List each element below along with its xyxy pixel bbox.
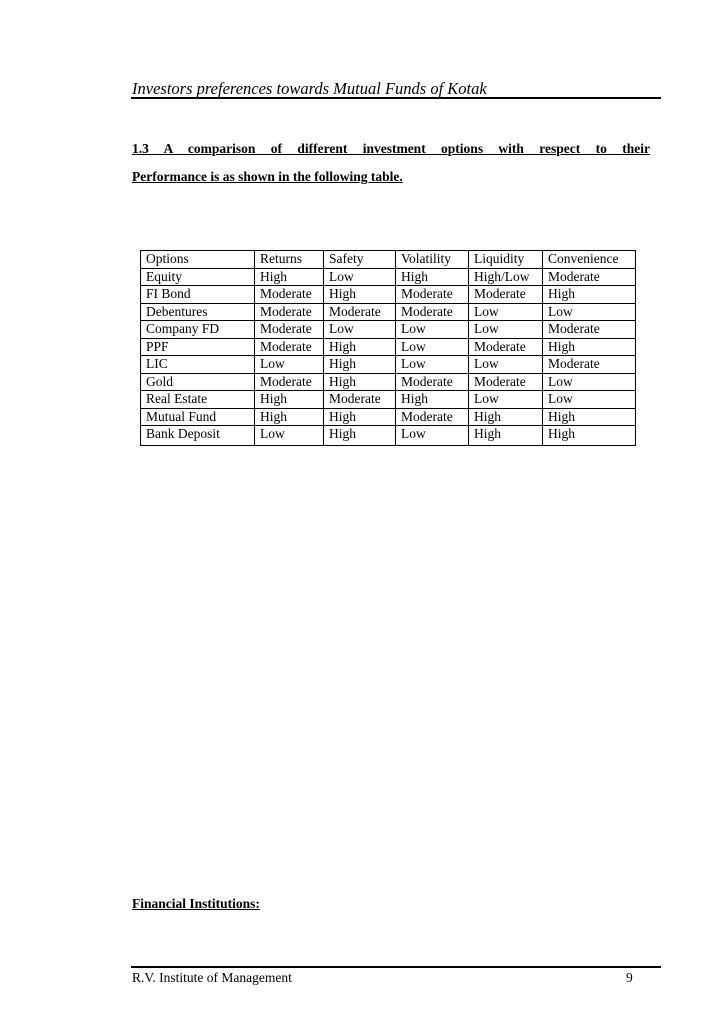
table-cell: Moderate xyxy=(469,373,543,391)
table-cell: Moderate xyxy=(255,303,324,321)
table-cell: Moderate xyxy=(469,338,543,356)
table-cell: High xyxy=(324,338,396,356)
column-header-liquidity: Liquidity xyxy=(469,251,543,269)
table-row xyxy=(141,391,636,409)
table-cell: Low xyxy=(396,426,469,446)
table-cell: Moderate xyxy=(255,321,324,339)
table-cell: Low xyxy=(255,426,324,446)
table-cell: Debentures xyxy=(141,303,255,321)
table-row xyxy=(141,408,636,426)
table-cell: Moderate xyxy=(255,373,324,391)
table-cell: Low xyxy=(255,356,324,374)
table-cell: Low xyxy=(469,356,543,374)
table-cell: High xyxy=(255,391,324,409)
table-row xyxy=(141,303,636,321)
column-header-returns: Returns xyxy=(255,251,324,269)
table-row xyxy=(141,373,636,391)
table-cell: High xyxy=(255,268,324,286)
section-heading-line-1: 1.3 A comparison of different investment options with respect to their xyxy=(132,141,650,156)
table-cell: Real Estate xyxy=(141,391,255,409)
page-number: 9 xyxy=(626,970,633,985)
table-cell: Moderate xyxy=(324,303,396,321)
table-cell: Equity xyxy=(141,268,255,286)
table-cell: Moderate xyxy=(255,338,324,356)
table-cell: High xyxy=(324,373,396,391)
table-cell: Moderate xyxy=(396,373,469,391)
table-cell: High xyxy=(543,338,636,356)
table-cell: Moderate xyxy=(396,286,469,304)
table-cell: Moderate xyxy=(543,321,636,339)
table-row xyxy=(141,268,636,286)
table-row xyxy=(141,356,636,374)
table-cell: High xyxy=(396,268,469,286)
table-cell: Moderate xyxy=(469,286,543,304)
table-cell: Low xyxy=(543,391,636,409)
table-cell: Low xyxy=(324,321,396,339)
table-cell: High xyxy=(469,408,543,426)
section-heading-line-2: Performance is as shown in the following table. xyxy=(132,169,403,184)
financial-institutions-heading: Financial Institutions: xyxy=(132,896,260,911)
footer-institution: R.V. Institute of Management xyxy=(132,970,292,985)
table-cell: Low xyxy=(469,321,543,339)
table-cell: Low xyxy=(543,303,636,321)
column-header-options: Options xyxy=(141,251,255,269)
table-cell: High xyxy=(396,391,469,409)
table-cell: High xyxy=(324,286,396,304)
table-cell: High xyxy=(255,408,324,426)
table-cell: High xyxy=(543,408,636,426)
column-header-volatility: Volatility xyxy=(396,251,469,269)
table-cell: Low xyxy=(396,338,469,356)
table-cell: LIC xyxy=(141,356,255,374)
table-row xyxy=(141,286,636,304)
table-cell: Mutual Fund xyxy=(141,408,255,426)
footer-divider xyxy=(131,966,661,968)
running-header-title: Investors preferences towards Mutual Funds of Kotak xyxy=(132,79,487,98)
table-cell: PPF xyxy=(141,338,255,356)
table-cell: Moderate xyxy=(543,268,636,286)
table-header-row xyxy=(141,251,636,269)
table-cell: High xyxy=(543,286,636,304)
table-row xyxy=(141,321,636,339)
table-cell: Moderate xyxy=(396,303,469,321)
header-divider xyxy=(131,97,661,99)
table-row xyxy=(141,426,636,446)
table-cell: High xyxy=(543,426,636,446)
table-cell: Low xyxy=(324,268,396,286)
table-cell: High xyxy=(324,408,396,426)
table-cell: Low xyxy=(396,321,469,339)
column-header-safety: Safety xyxy=(324,251,396,269)
table-cell: Moderate xyxy=(396,408,469,426)
table-cell: High xyxy=(324,356,396,374)
table-cell: Low xyxy=(543,373,636,391)
table-row xyxy=(141,338,636,356)
table-cell: High xyxy=(469,426,543,446)
table-cell: FI Bond xyxy=(141,286,255,304)
table-cell: Moderate xyxy=(255,286,324,304)
table-cell: High/Low xyxy=(469,268,543,286)
table-cell: Low xyxy=(469,303,543,321)
table-cell: Moderate xyxy=(324,391,396,409)
table-cell: Low xyxy=(469,391,543,409)
table-cell: Low xyxy=(396,356,469,374)
table-cell: Company FD xyxy=(141,321,255,339)
table-cell: Bank Deposit xyxy=(141,426,255,446)
table-cell: High xyxy=(324,426,396,446)
investment-comparison-table xyxy=(140,250,636,446)
table-cell: Moderate xyxy=(543,356,636,374)
table-cell: Gold xyxy=(141,373,255,391)
column-header-convenience: Convenience xyxy=(543,251,636,269)
